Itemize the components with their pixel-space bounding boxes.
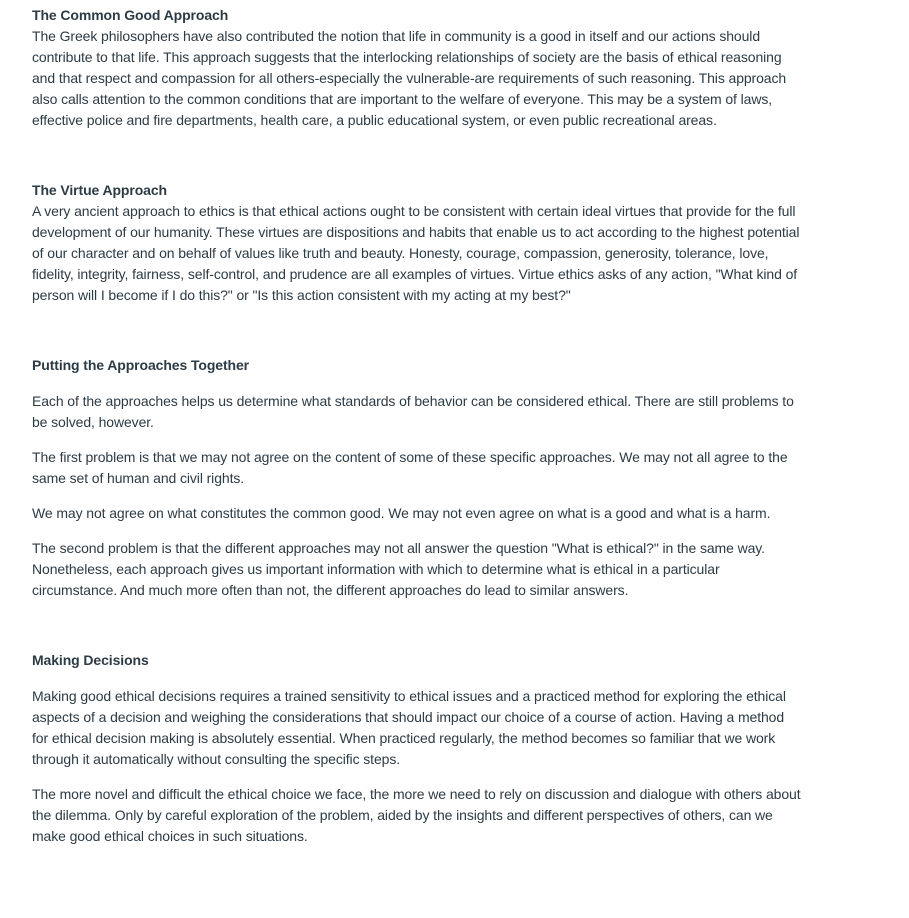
section-body-virtue: A very ancient approach to ethics is that ethical actions ought to be consistent with certain ideal virtues that provide for the full development of our humanity. These virtues are dispositions and habits that enable us to act according to the highest potential of our character and on behalf of values like truth and beauty. Honesty, courage, compassion, generosity, tolerance, love, fidelity, integrity, fairness, self-control, and prudence are all examples of virtues. Virtue ethics asks of any action, "What kind of person will I become if I do this?" or "Is this action consistent with my acting at my best?" xyxy=(32,203,800,303)
section-body-common-good: The Greek philosophers have also contributed the notion that life in community is a good in itself and our actions should contribute to that life. This approach suggests that the interlocking relationships of society are the basis of ethical reasoning and that respect and compassion for all others-especially the vulnerable-are requirements of such reasoning. This approach also calls attention to the common conditions that are important to the welfare of everyone. This may be a system of laws, effective police and fire departments, health care, a public educational system, or even public recreational areas. xyxy=(32,28,787,128)
section-spacer xyxy=(32,306,802,355)
section-decisions xyxy=(32,650,802,847)
section-heading-together: Putting the Approaches Together xyxy=(32,357,250,373)
document-content xyxy=(32,5,802,847)
section-heading-common-good: The Common Good Approach xyxy=(32,7,229,23)
together-paragraph-3: We may not agree on what constitutes the common good. We may not even agree on what is a good and what is a harm. xyxy=(32,505,771,521)
section-virtue xyxy=(32,180,802,306)
section-heading-decisions: Making Decisions xyxy=(32,652,149,668)
decisions-paragraph-1: Making good ethical decisions requires a trained sensitivity to ethical issues and a practiced method for exploring the ethical aspects of a decision and weighing the considerations that should impact our choice of a course of action. Having a method for ethical decision making is absolutely essential. When practiced regularly, the method becomes so familiar that we work through it automatically without consulting the specific steps. xyxy=(32,688,786,767)
section-spacer xyxy=(32,131,802,180)
decisions-paragraph-2: The more novel and difficult the ethical choice we face, the more we need to rely on discussion and dialogue with others about the dilemma. Only by careful exploration of the problem, aided by the insights and different perspectives of others, can we make good ethical choices in such situations. xyxy=(32,786,801,844)
together-paragraph-2: The first problem is that we may not agree on the content of some of these specific approaches. We may not all agree to the same set of human and civil rights. xyxy=(32,449,788,486)
section-heading-virtue: The Virtue Approach xyxy=(32,182,168,198)
together-paragraph-1: Each of the approaches helps us determine what standards of behavior can be considered ethical. There are still problems to be solved, however. xyxy=(32,393,794,430)
section-together xyxy=(32,355,802,601)
together-paragraph-4: The second problem is that the different approaches may not all answer the question "What is ethical?" in the same way. Nonetheless, each approach gives us important information with which to determine what is ethical in a particular circumstance. And much more often than not, the different approaches do lead to similar answers. xyxy=(32,540,765,598)
section-spacer xyxy=(32,601,802,650)
section-common-good xyxy=(32,5,802,131)
